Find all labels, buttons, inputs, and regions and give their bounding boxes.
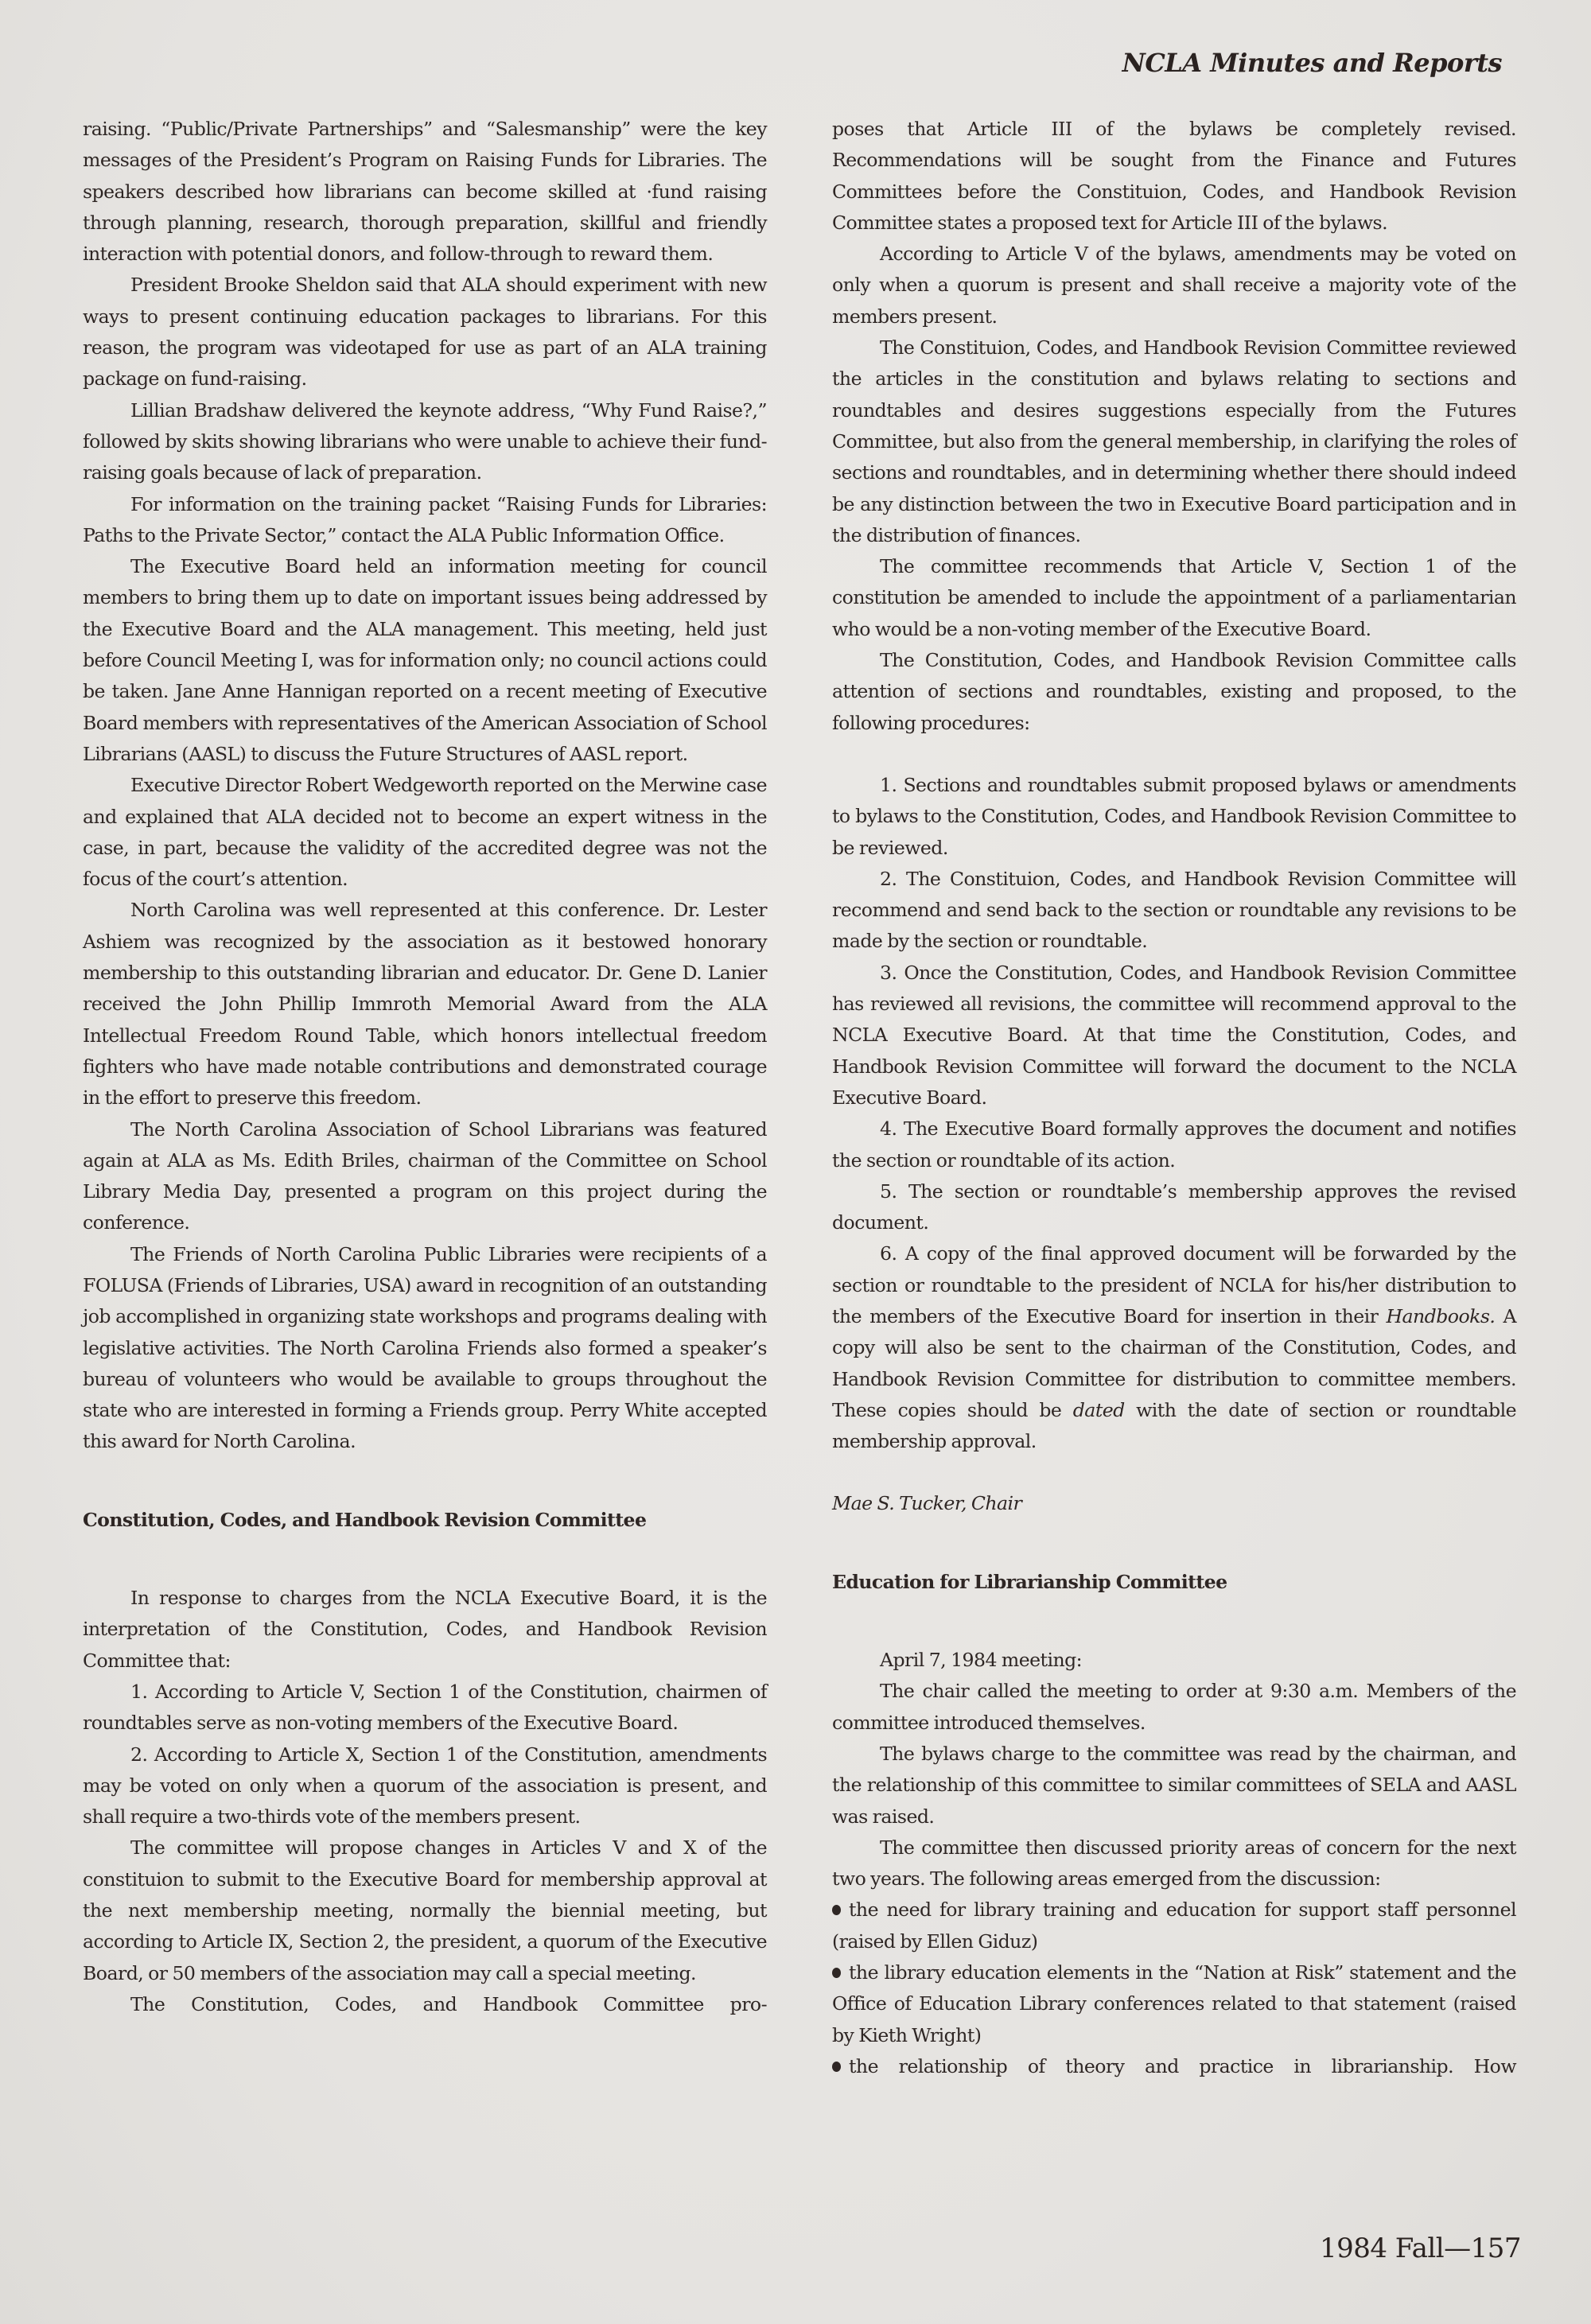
paragraph: President Brooke Sheldon said that ALA should experiment with new ways to present continuing education packages to librarians. For this reason, the program was videotaped for use as part of an ALA training package on fund-raising. bbox=[83, 274, 767, 391]
paragraph: The Friends of North Carolina Public Libraries were recipients of a FOLUSA (Friends of Libraries, USA) award in recognition of an outstanding job accomplished in organizing state workshops and programs dealing with legislative activities. The North Carolina Friends also formed a speaker’s bureau of volunteers who would be available to groups throughout the state who are interested in forming a Friends group. Perry White accepted this award for North Carolina. bbox=[83, 1242, 767, 1453]
paragraph: The committee recommends that Article V, Section 1 of the constitution be amended to include the appointment of a parliamentarian who would be a non-voting member of the Executive Board. bbox=[832, 555, 1516, 640]
paragraph: The bylaws charge to the committee was read by the chairman, and the relationship of this committee to similar committees of SELA and AASL was raised. bbox=[832, 1742, 1516, 1828]
bullet-text: the relationship of theory and practice in librarianship. How bbox=[849, 2054, 1516, 2077]
paragraph: The chair called the meeting to order at 9:30 a.m. Members of the committee introduced themselves. bbox=[832, 1680, 1516, 1734]
paragraph: poses that Article III of the bylaws be completely revised. Recommendations will be sought from the Finance and Futures Committees before the Constituion, Codes, and Handbook Revision Committee states a proposed text for Article III of the bylaws. bbox=[832, 118, 1516, 234]
section-heading-education-committee: Education for Librarianship Committee bbox=[832, 1570, 1227, 1593]
paragraph: The committee will propose changes in Articles V and X of the constituion to submit to the Executive Board for membership approval at the next membership meeting, normally the biennial meeting, but according to Article IX, Section 2, the president, a quorum of the Executive Board, or 50 members of the association may call a special meeting. bbox=[83, 1836, 767, 1984]
procedure-text: A copy will also be sent to the chairman of the Constitution, Codes, and Handbook Revision Committee for distribution to committee members. These copies should be bbox=[832, 1304, 1516, 1421]
left-column bbox=[83, 114, 767, 2020]
handbooks-italic: Handbooks. bbox=[1386, 1304, 1496, 1327]
bullet-text: the library education elements in the “Nation at Risk” statement and the Office of Education Library conferences related to that statement (raised by Kieth Wright) bbox=[832, 1961, 1516, 2046]
paragraph: North Carolina was well represented at this conference. Dr. Lester Ashiem was recognized by the association as it bestowed honorary membership to this outstanding librarian and educator. Dr. Gene D. Lanier received the John Phillip Immroth Memorial Award from the ALA Intellectual Freedom Round Table, which honors intellectual freedom fighters who have made notable contributions and demonstrated courage in the effort to preserve this freedom. bbox=[83, 899, 767, 1110]
bullet-item bbox=[832, 2051, 1516, 2082]
paragraph: raising. “Public/Private Partnerships” and “Salesmanship” were the key messages of the President’s Program on Raising Funds for Libraries. The speakers described how librarians can become skilled at ·fund raising through planning, research, thorough preparation, skillful and friendly interaction with potential donors, and follow-through to reward them. bbox=[83, 118, 767, 266]
procedure-item: 5. The section or roundtable’s membership approves the revised document. bbox=[832, 1179, 1516, 1234]
paragraph: The Constitution, Codes, and Handbook Revision Committee calls attention of sections and roundtables, existing and proposed, to the following procedures: bbox=[832, 649, 1516, 734]
meeting-date: April 7, 1984 meeting: bbox=[880, 1649, 1083, 1672]
paragraph: For information on the training packet “Raising Funds for Libraries: Paths to the Private Sector,” contact the ALA Public Information Office. bbox=[83, 492, 767, 546]
paragraph: In response to charges from the NCLA Executive Board, it is the interpretation of the Constitution, Codes, and Handbook Revision Committee that: bbox=[83, 1587, 767, 1672]
paragraph: Executive Director Robert Wedgeworth reported on the Merwine case and explained that ALA decided not to become an expert witness in the case, in part, because the validity of the accredited degree was not the focus of the court’s attention. bbox=[83, 774, 767, 891]
bullet-item bbox=[832, 1895, 1516, 1957]
procedure-item: 3. Once the Constitution, Codes, and Handbook Revision Committee has reviewed all revisions, the committee will recommend approval to the NCLA Executive Board. At that time the Constitution, Codes, and Handbook Revision Committee will forward the document to the NCLA Executive Board. bbox=[832, 961, 1516, 1109]
paragraph: The Constitution, Codes, and Handbook Committee pro- bbox=[130, 1992, 767, 2015]
numbered-item: 2. According to Article X, Section 1 of the Constitution, amendments may be voted on only when a quorum of the association is present, and shall require a two-thirds vote of the members present. bbox=[83, 1743, 767, 1828]
paragraph: Lillian Bradshaw delivered the keynote address, “Why Fund Raise?,” followed by skits showing librarians who were unable to achieve their fund-raising goals because of lack of preparation. bbox=[83, 398, 767, 484]
bullet-icon bbox=[832, 1905, 841, 1915]
procedure-item-6 bbox=[832, 1238, 1516, 1457]
paragraph: The Constituion, Codes, and Handbook Revision Committee reviewed the articles in the constitution and bylaws relating to sections and roundtables and desires suggestions especially from the Futures Committee, but also from the general membership, in clarifying the roles of sections and roundtables, and in determining whether there should indeed be any distinction between the two in Executive Board participation and in the distribution of finances. bbox=[832, 336, 1516, 546]
section-heading-constitution-committee: Constitution, Codes, and Handbook Revision Committee bbox=[83, 1508, 647, 1531]
paragraph: The North Carolina Association of School Librarians was featured again at ALA as Ms. Edith Briles, chairman of the Committee on School Library Media Day, presented a program on this project during the conference. bbox=[83, 1117, 767, 1234]
procedure-text: 6. A copy of the final approved document will be forwarded by the section or roundtable to the president of NCLA for his/her distribution to the members of the Executive Board for insertion in their bbox=[832, 1242, 1516, 1327]
bullet-icon bbox=[832, 1968, 841, 1978]
numbered-item: 1. According to Article V, Section 1 of the Constitution, chairmen of roundtables serve as non-voting members of the Executive Board. bbox=[83, 1680, 767, 1735]
paragraph: The Executive Board held an information meeting for council members to bring them up to date on important issues being addressed by the Executive Board and the ALA management. This meeting, held just before Council Meeting I, was for information only; no council actions could be taken. Jane Anne Hannigan reported on a recent meeting of Executive Board members with representatives of the American Association of School Librarians (AASL) to discuss the Future Structures of AASL report. bbox=[83, 555, 767, 765]
bullet-icon bbox=[832, 2062, 841, 2072]
paragraph: The committee then discussed priority areas of concern for the next two years. The following areas emerged from the discussion: bbox=[832, 1836, 1516, 1891]
running-head: NCLA Minutes and Reports bbox=[1122, 48, 1502, 78]
dated-italic: dated bbox=[1072, 1398, 1125, 1421]
page-folio: 1984 Fall—157 bbox=[1319, 2233, 1521, 2264]
signature: Mae S. Tucker, Chair bbox=[832, 1492, 1022, 1515]
right-column bbox=[832, 114, 1516, 2082]
procedure-item: 4. The Executive Board formally approves the document and notifies the section or roundtable of its action. bbox=[832, 1117, 1516, 1172]
paragraph: According to Article V of the bylaws, amendments may be voted on only when a quorum is present and shall receive a majority vote of the members present. bbox=[832, 243, 1516, 328]
procedure-text: with the date of section or roundtable membership approval. bbox=[832, 1398, 1516, 1453]
procedure-item: 1. Sections and roundtables submit proposed bylaws or amendments to bylaws to the Constitution, Codes, and Handbook Revision Committee to be reviewed. bbox=[832, 773, 1516, 859]
bullet-text: the need for library training and education for support staff personnel (raised by Ellen Giduz) bbox=[832, 1898, 1516, 1953]
procedure-item: 2. The Constituion, Codes, and Handbook Revision Committee will recommend and send back to the section or roundtable any revisions to be made by the section or roundtable. bbox=[832, 867, 1516, 953]
bullet-item bbox=[832, 1957, 1516, 2051]
